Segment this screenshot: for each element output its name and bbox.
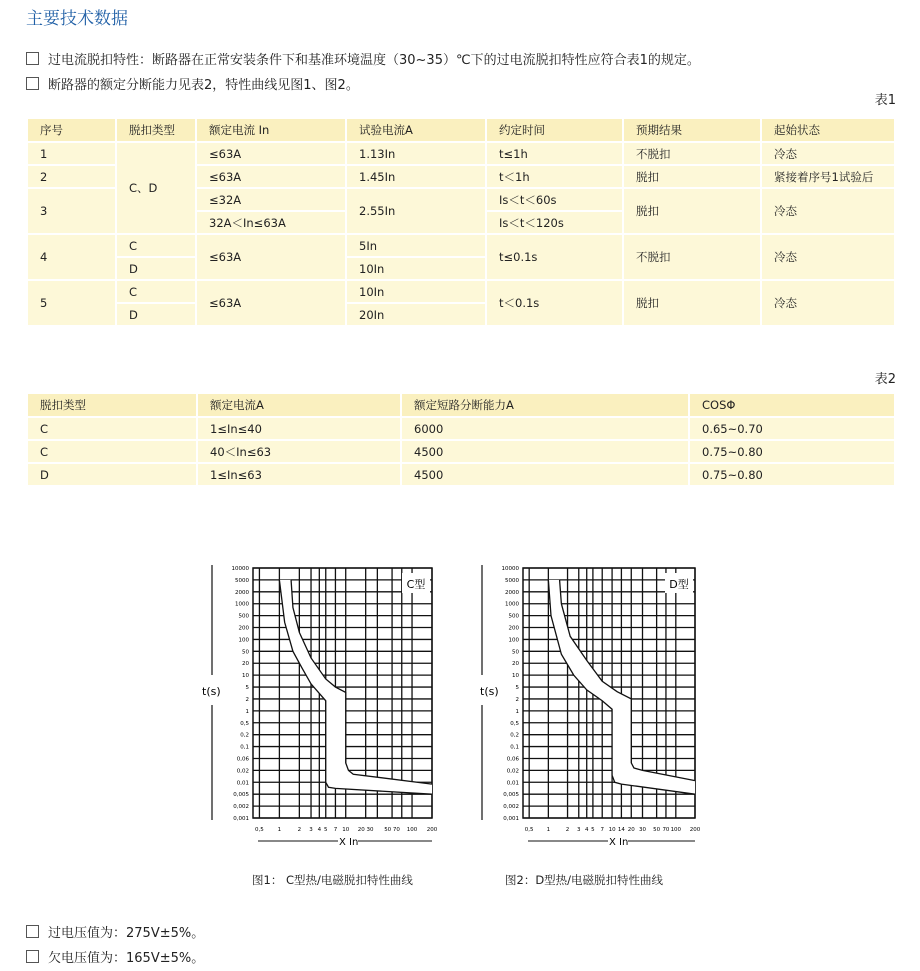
cell: C、D — [116, 142, 196, 234]
cell: 10In — [346, 280, 486, 303]
cell: 20In — [346, 303, 486, 326]
d-type-curve-chart — [470, 555, 710, 855]
x-tick-label: 1 — [277, 827, 282, 833]
y-tick-label: 0,001 — [503, 816, 519, 822]
x-tick-label: 2 — [297, 827, 302, 833]
cell: 0.75~0.80 — [689, 440, 895, 463]
y-tick-label: 1000 — [505, 601, 519, 608]
x-tick-label: 200 — [689, 827, 701, 833]
x-axis-label: X In — [609, 837, 629, 848]
paragraph-2 — [26, 74, 359, 93]
y-tick-label: 2 — [245, 696, 249, 703]
y-tick-label: 100 — [508, 637, 519, 644]
cell: 2.55In — [346, 188, 486, 234]
x-tick-label: 3 — [577, 827, 581, 833]
table-header — [27, 118, 895, 142]
x-tick-label: 5 — [591, 827, 595, 833]
chart-title: C型 — [406, 578, 426, 591]
x-tick-label: 50 70 — [384, 827, 400, 833]
cell: ≤63A — [196, 165, 346, 188]
figure1-caption: 图1： C型热/电磁脱扣特性曲线 — [252, 873, 413, 887]
x-tick-label: 4 — [584, 827, 589, 833]
figure2-caption: 图2：D型热/电磁脱扣特性曲线 — [505, 873, 664, 887]
cell: ≤32A — [196, 188, 346, 211]
x-tick-label: 7 — [600, 827, 604, 833]
y-axis-label: t(s) — [480, 685, 499, 698]
cell: 2 — [27, 165, 116, 188]
cell: 5 — [27, 280, 116, 326]
page-title: 主要技术数据 — [26, 9, 128, 29]
x-tick-label: 100 — [670, 827, 682, 833]
table-row — [27, 463, 895, 486]
cell: 0.75~0.80 — [689, 463, 895, 486]
x-tick-label: 1 — [546, 827, 551, 833]
y-tick-label: 0,5 — [240, 720, 249, 727]
x-axis-label: X In — [339, 837, 359, 848]
cell: 1≤In≤40 — [197, 417, 401, 440]
cell: 4 — [27, 234, 116, 280]
y-tick-label: 200 — [238, 625, 249, 632]
y-tick-label: 0,01 — [506, 780, 519, 787]
undervoltage-text: 欠电压值为：165V±5%。 — [48, 951, 205, 966]
y-tick-label: 1 — [515, 708, 519, 715]
x-tick-label: 10 — [608, 827, 616, 833]
cell: t＜0.1s — [486, 280, 623, 326]
y-tick-label: 0,1 — [240, 744, 249, 751]
paragraph-1 — [26, 49, 700, 68]
y-tick-label: 50 — [512, 649, 519, 656]
y-tick-label: 10000 — [501, 566, 519, 572]
table-1 — [26, 117, 896, 327]
cell: 1.45In — [346, 165, 486, 188]
cell: 冷态 — [761, 234, 895, 280]
undervoltage-item — [26, 947, 204, 966]
y-tick-label: 10 — [512, 673, 519, 680]
x-tick-label: 100 — [406, 827, 418, 833]
y-tick-label: 10000 — [231, 566, 249, 572]
header-cell: 脱扣类型 — [27, 393, 197, 417]
x-tick-label: 5 — [323, 827, 328, 833]
cell: 32A＜In≤63A — [196, 211, 346, 234]
cell: C — [27, 417, 197, 440]
y-tick-label: 0,005 — [503, 792, 519, 799]
y-axis-label: t(s) — [202, 685, 221, 698]
header-cell: 预期结果 — [623, 118, 761, 142]
paragraph-text: 过电流脱扣特性：断路器在正常安装条件下和基准环境温度（30~35）℃下的过电流脱扣特性应符合表1的规定。 — [48, 53, 700, 68]
paragraph-text: 断路器的额定分断能力见表2，特性曲线见图1、图2。 — [48, 78, 359, 93]
cell: 4500 — [401, 463, 689, 486]
chart-title: D型 — [669, 578, 689, 591]
header-cell: 额定电流 In — [196, 118, 346, 142]
y-tick-label: 0,2 — [510, 732, 519, 739]
x-tick-label: 50 — [653, 827, 661, 833]
table1-label: 表1 — [874, 93, 896, 108]
y-tick-label: 0,1 — [510, 744, 519, 751]
y-tick-label: 5 — [515, 685, 519, 692]
header-cell: 试验电流A — [346, 118, 486, 142]
y-tick-label: 5000 — [505, 577, 519, 584]
table-header — [27, 393, 895, 417]
y-tick-label: 100 — [238, 637, 249, 644]
header-cell: 额定电流A — [197, 393, 401, 417]
header-cell: 脱扣类型 — [116, 118, 196, 142]
cell: 4500 — [401, 440, 689, 463]
y-tick-label: 0,02 — [236, 768, 249, 775]
x-tick-label: 10 — [342, 827, 350, 833]
y-tick-label: 2 — [515, 696, 519, 703]
overvoltage-item — [26, 922, 204, 941]
cell: 0.65~0.70 — [689, 417, 895, 440]
table2-label: 表2 — [874, 372, 896, 387]
checkbox-icon — [26, 950, 39, 963]
header-cell: 起始状态 — [761, 118, 895, 142]
cell: 脱扣 — [623, 165, 761, 188]
header-cell: 约定时间 — [486, 118, 623, 142]
cell: ≤63A — [196, 280, 346, 326]
cell: t＜1h — [486, 165, 623, 188]
x-tick-label: 7 — [333, 827, 338, 833]
cell: 冷态 — [761, 280, 895, 326]
header-cell: 额定短路分断能力A — [401, 393, 689, 417]
x-tick-label: 3 — [309, 827, 313, 833]
overvoltage-text: 过电压值为：275V±5%。 — [48, 926, 205, 941]
cell: 40＜In≤63 — [197, 440, 401, 463]
table-row — [27, 234, 895, 257]
cell: 冷态 — [761, 142, 895, 165]
header-cell: 序号 — [27, 118, 116, 142]
cell: D — [116, 303, 196, 326]
y-tick-label: 0,002 — [233, 804, 249, 811]
cell: 1≤In≤63 — [197, 463, 401, 486]
x-tick-label: 14 — [617, 827, 625, 833]
y-tick-label: 2000 — [505, 589, 519, 596]
table-row — [27, 417, 895, 440]
cell: 脱扣 — [623, 280, 761, 326]
y-tick-label: 2000 — [235, 589, 249, 596]
cell: C — [116, 234, 196, 257]
c-type-curve-chart — [200, 555, 460, 855]
table-row — [27, 142, 895, 165]
x-tick-label: 30 — [638, 827, 646, 833]
y-tick-label: 0,06 — [506, 756, 519, 763]
table-row — [27, 280, 895, 303]
cell: D — [27, 463, 197, 486]
checkbox-icon — [26, 77, 39, 90]
cell: t≤1h — [486, 142, 623, 165]
x-tick-label: 2 — [565, 827, 570, 833]
y-tick-label: 1000 — [235, 601, 249, 608]
x-tick-label: 4 — [317, 827, 322, 833]
header-cell: COSΦ — [689, 393, 895, 417]
x-tick-label: 0,5 — [524, 827, 534, 833]
y-tick-label: 0,5 — [510, 720, 519, 727]
y-tick-label: 500 — [238, 613, 249, 620]
y-tick-label: 0,001 — [233, 816, 249, 822]
cell: t≤0.1s — [486, 234, 623, 280]
checkbox-icon — [26, 52, 39, 65]
cell: ≤63A — [196, 234, 346, 280]
cell: ≤63A — [196, 142, 346, 165]
cell: 10In — [346, 257, 486, 280]
cell: C — [27, 440, 197, 463]
y-tick-label: 10 — [242, 673, 249, 680]
checkbox-icon — [26, 925, 39, 938]
cell: 不脱扣 — [623, 142, 761, 165]
y-tick-label: 5000 — [235, 577, 249, 584]
cell: C — [116, 280, 196, 303]
y-tick-label: 200 — [508, 625, 519, 632]
y-tick-label: 0,2 — [240, 732, 249, 739]
cell: 紧接着序号1试验后 — [761, 165, 895, 188]
y-tick-label: 20 — [242, 661, 249, 668]
x-tick-label: 20 — [627, 827, 635, 833]
y-tick-label: 0,005 — [233, 792, 249, 799]
y-tick-label: 500 — [508, 613, 519, 620]
table-row — [27, 440, 895, 463]
y-tick-label: 0,002 — [503, 804, 519, 811]
x-tick-label: 70 — [662, 827, 670, 833]
x-tick-label: 0,5 — [255, 827, 264, 833]
table-2 — [26, 392, 896, 487]
cell: Is＜t＜120s — [486, 211, 623, 234]
cell: 1 — [27, 142, 116, 165]
cell: 不脱扣 — [623, 234, 761, 280]
y-tick-label: 5 — [245, 685, 249, 692]
cell: 5In — [346, 234, 486, 257]
cell: D — [116, 257, 196, 280]
y-tick-label: 50 — [242, 649, 249, 656]
cell: 6000 — [401, 417, 689, 440]
y-tick-label: 0,01 — [236, 780, 249, 787]
cell: 1.13In — [346, 142, 486, 165]
cell: 3 — [27, 188, 116, 234]
cell: Is＜t＜60s — [486, 188, 623, 211]
cell: 冷态 — [761, 188, 895, 234]
y-tick-label: 0,06 — [236, 756, 249, 763]
cell: 脱扣 — [623, 188, 761, 234]
y-tick-label: 20 — [512, 661, 519, 668]
y-tick-label: 0,02 — [506, 768, 519, 775]
x-tick-label: 20 30 — [357, 827, 374, 833]
y-tick-label: 1 — [245, 708, 249, 715]
x-tick-label: 200 — [426, 827, 438, 833]
